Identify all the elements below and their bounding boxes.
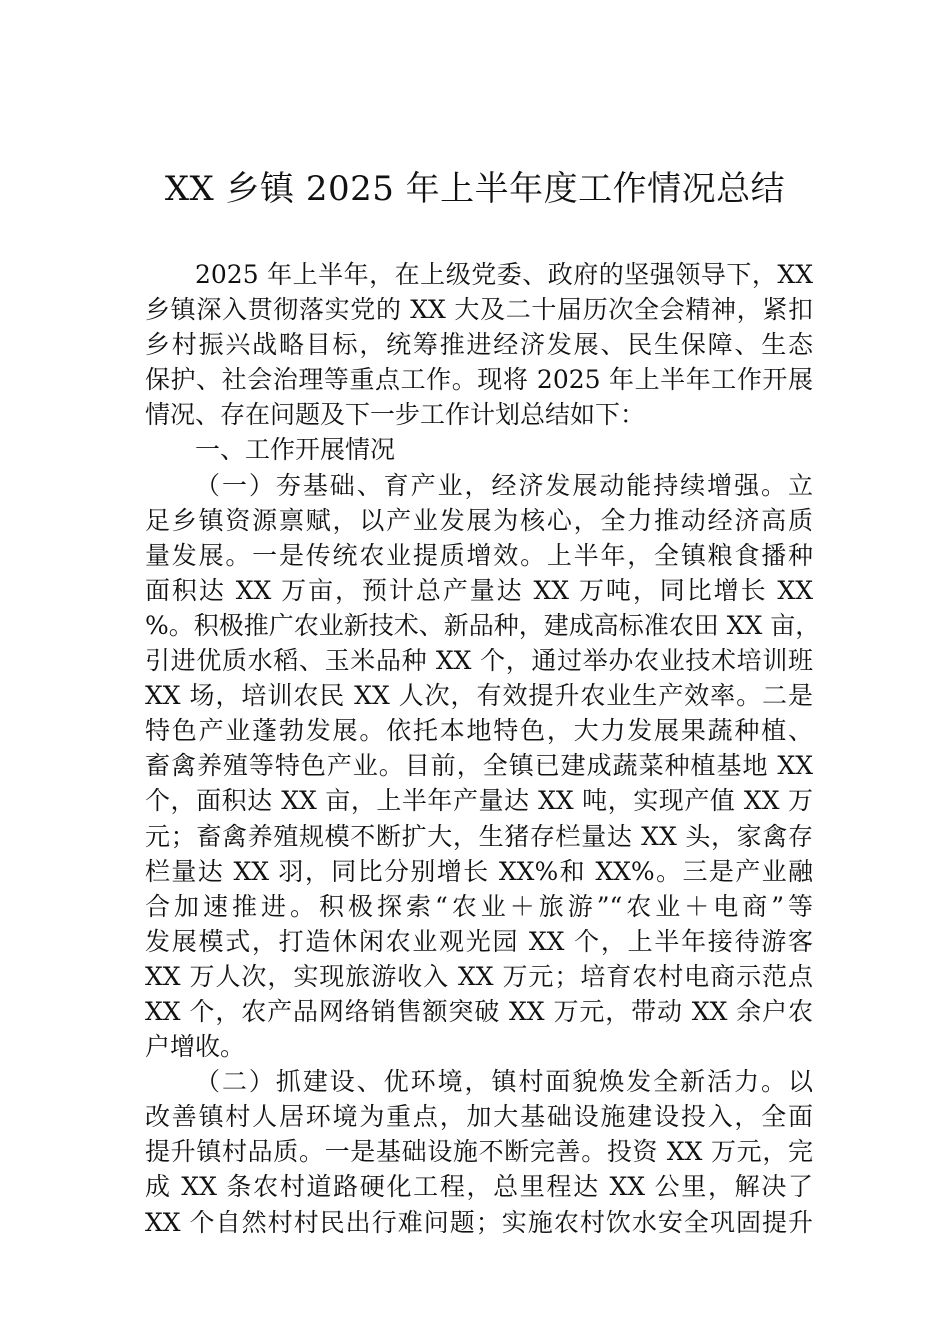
paragraph-line: 足乡镇资源禀赋，以产业发展为核心，全力推动经济高质 — [145, 505, 813, 535]
paragraph-line: 元；畜禽养殖规模不断扩大，生猪存栏量达 XX 头，家禽存 — [145, 821, 813, 851]
paragraph-line: XX 个自然村村民出行难问题；实施农村饮水安全巩固提升 — [145, 1207, 813, 1237]
paragraph-line: 量发展。一是传统农业提质增效。上半年，全镇粮食播种 — [145, 540, 813, 570]
paragraph-line: （一）夯基础、育产业，经济发展动能持续增强。立 — [195, 470, 813, 500]
paragraph-line: 乡镇深入贯彻落实党的 XX 大及二十届历次全会精神，紧扣 — [145, 295, 813, 325]
document-title: XX 乡镇 2025 年上半年度工作情况总结 — [164, 169, 786, 209]
paragraph-line: 情况、存在问题及下一步工作计划总结如下： — [145, 400, 646, 430]
paragraph-line: 栏量达 XX 羽，同比分别增长 XX%和 XX%。三是产业融 — [145, 856, 813, 886]
paragraph-line: 保护、社会治理等重点工作。现将 2025 年上半年工作开展 — [145, 365, 813, 395]
paragraph-line: %。积极推广农业新技术、新品种，建成高标准农田 XX 亩， — [145, 610, 821, 640]
paragraph-line: XX 个，农产品网络销售额突破 XX 万元，带动 XX 余户农 — [145, 996, 813, 1026]
section-heading: 一、工作开展情况 — [195, 435, 396, 465]
paragraph-line: XX 万人次，实现旅游收入 XX 万元；培育农村电商示范点 — [145, 961, 813, 991]
paragraph-line: 特色产业蓬勃发展。依托本地特色，大力发展果蔬种植、 — [145, 716, 813, 746]
paragraph-line: 畜禽养殖等特色产业。目前，全镇已建成蔬菜种植基地 XX — [145, 751, 813, 781]
paragraph-line: 2025 年上半年，在上级党委、政府的坚强领导下，XX — [195, 260, 813, 289]
paragraph-line: 面积达 XX 万亩，预计总产量达 XX 万吨，同比增长 XX — [145, 575, 813, 605]
paragraph-line: XX 场，培训农民 XX 人次，有效提升农业生产效率。二是 — [145, 681, 813, 711]
paragraph-line: 引进优质水稻、玉米品种 XX 个，通过举办农业技术培训班 — [145, 646, 813, 676]
paragraph-line: 成 XX 条农村道路硬化工程，总里程达 XX 公里，解决了 — [145, 1172, 813, 1202]
paragraph-line: 提升镇村品质。一是基础设施不断完善。投资 XX 万元，完 — [145, 1137, 813, 1167]
paragraph-line: 个，面积达 XX 亩，上半年产量达 XX 吨，实现产值 XX 万 — [145, 786, 813, 816]
paragraph-line: 户增收。 — [145, 1032, 246, 1062]
paragraph-line: 改善镇村人居环境为重点，加大基础设施建设投入，全面 — [145, 1102, 813, 1132]
paragraph-line: 发展模式，打造休闲农业观光园 XX 个，上半年接待游客 — [145, 926, 813, 956]
paragraph-line: （二）抓建设、优环境，镇村面貌焕发全新活力。以 — [195, 1067, 813, 1097]
document-body — [145, 257, 821, 1240]
paragraph-line: 乡村振兴战略目标，统筹推进经济发展、民生保障、生态 — [145, 330, 813, 360]
paragraph-line: 合加速推进。积极探索“农业＋旅游”“农业＋电商”等 — [145, 891, 813, 921]
